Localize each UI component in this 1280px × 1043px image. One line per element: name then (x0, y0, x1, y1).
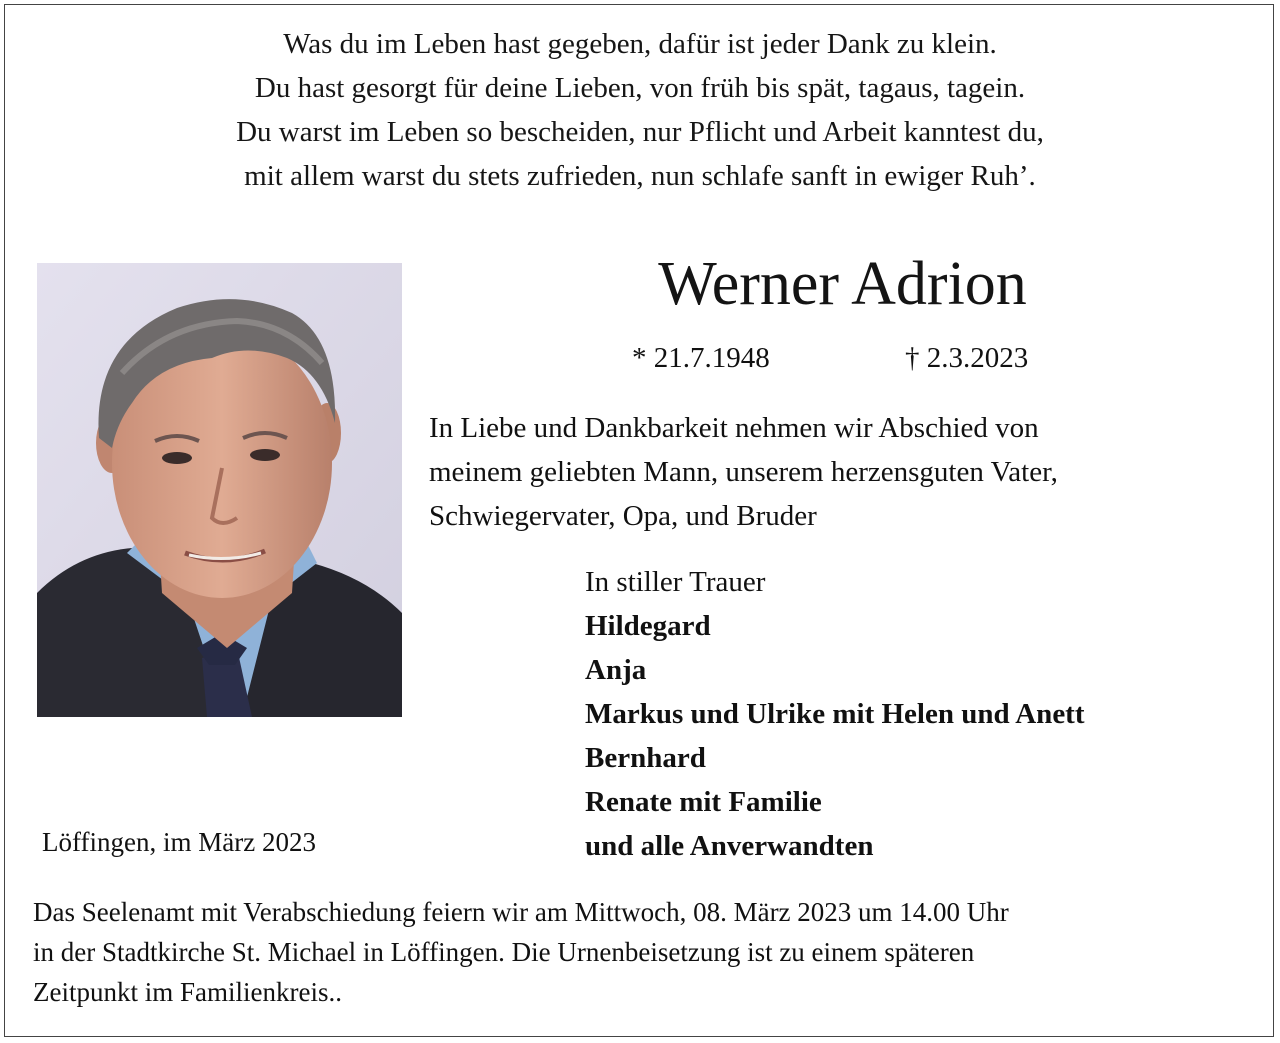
mourner-name: Hildegard (585, 610, 711, 642)
poem-line: Du hast gesorgt für deine Lieben, von früh bis spät, tagaus, tagein. (254, 72, 1026, 104)
service-line: in der Stadtkirche St. Michael in Löffingen. Die Urnenbeisetzung ist zu einem späteren (33, 937, 975, 967)
mourners-intro: In stiller Trauer (585, 566, 766, 598)
birth-date: * 21.7.1948 (632, 342, 770, 374)
service-line: Das Seelenamt mit Verabschiedung feiern wir am Mittwoch, 08. März 2023 um 14.00 Uhr (33, 897, 1009, 927)
poem-line: Was du im Leben hast gegeben, dafür ist jeder Dank zu klein. (283, 28, 997, 60)
service-info (33, 892, 1009, 1012)
farewell-line: Schwiegervater, Opa, und Bruder (429, 500, 817, 532)
place-date: Löffingen, im März 2023 (42, 827, 316, 857)
farewell-line: meinem geliebten Mann, unserem herzensguten Vater, (429, 456, 1058, 488)
deceased-name: Werner Adrion (658, 250, 1027, 318)
mourner-name: Anja (585, 654, 647, 686)
mourner-name: und alle Anverwandten (585, 830, 874, 862)
poem-line: mit allem warst du stets zufrieden, nun schlafe sanft in ewiger Ruh’. (244, 160, 1036, 192)
mourner-name: Renate mit Familie (585, 786, 822, 818)
farewell-line: In Liebe und Dankbarkeit nehmen wir Abschied von (429, 412, 1039, 444)
poem-line: Du warst im Leben so bescheiden, nur Pflicht und Arbeit kanntest du, (236, 116, 1044, 148)
service-line: Zeitpunkt im Familienkreis.. (33, 977, 342, 1007)
death-date: † 2.3.2023 (905, 342, 1029, 374)
mourner-name: Markus und Ulrike mit Helen und Anett (585, 698, 1085, 730)
portrait-photo (37, 263, 402, 717)
mourner-name: Bernhard (585, 742, 706, 774)
farewell-text (429, 406, 1058, 538)
memorial-poem (0, 22, 1280, 198)
mourners-list (585, 560, 1085, 868)
